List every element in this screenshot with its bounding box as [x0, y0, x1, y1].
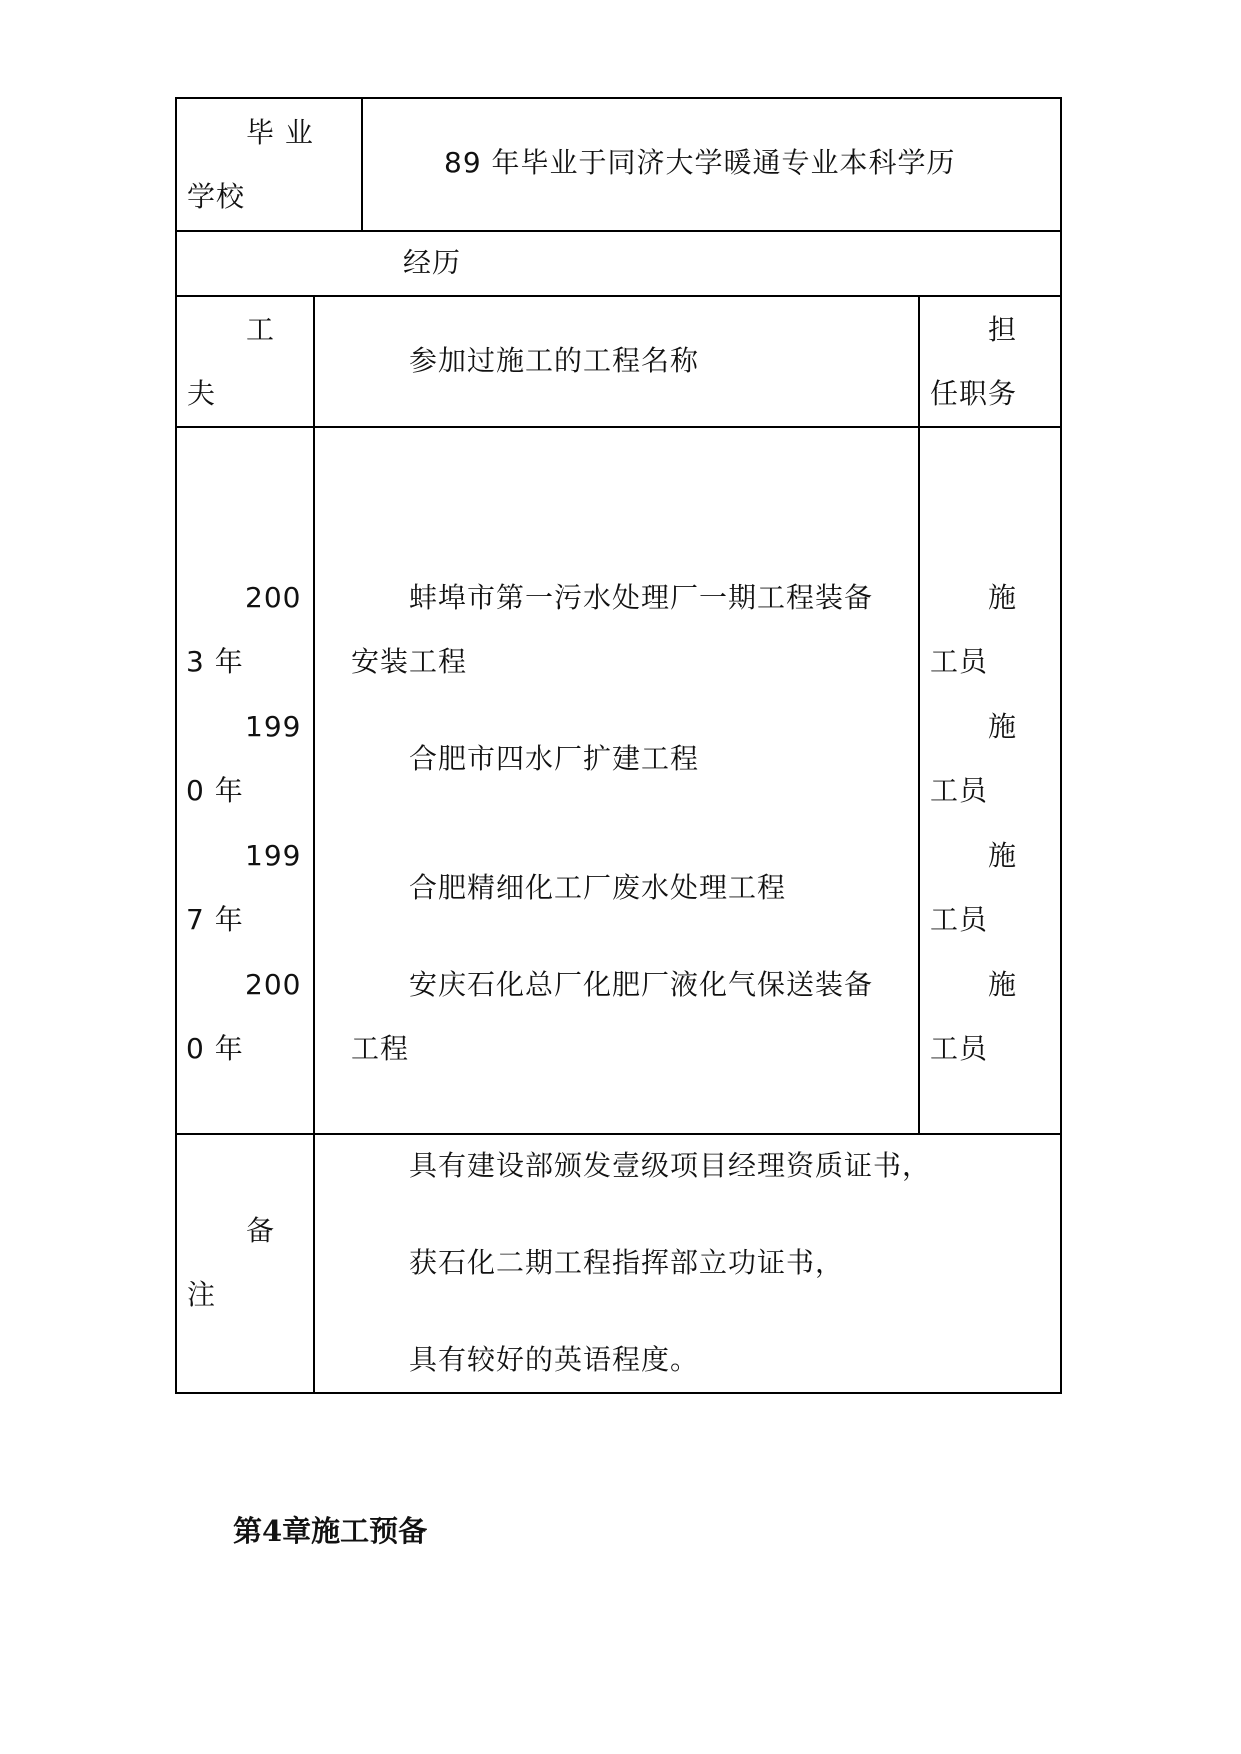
table-rule-experience-bottom [176, 295, 1062, 297]
education-value: 89 年毕业于同济大学暖通专业本科学历 [444, 146, 956, 179]
project-name-line2: 安装工程 [351, 645, 468, 678]
time-column-divider [313, 295, 315, 1394]
education-label-line1: 毕 业 [246, 116, 314, 149]
project-header: 参加过施工的工程名称 [409, 344, 700, 377]
project-name-line1: 合肥精细化工厂废水处理工程 [409, 871, 787, 904]
table-border-left [175, 97, 177, 1394]
table-rule-projects-bottom [176, 1133, 1062, 1135]
remarks-item: 具有较好的英语程度。 [409, 1343, 700, 1376]
chapter-heading: 第4章施工预备 [233, 1514, 428, 1548]
time-header-line2: 夫 [187, 377, 217, 410]
project-role-line2: 工员 [930, 645, 989, 678]
project-year-line1: 199 [245, 710, 302, 743]
project-role-line2: 工员 [930, 1032, 989, 1065]
remarks-item: 具有建设部颁发壹级项目经理资质证书， [409, 1149, 932, 1182]
table-border-right [1060, 97, 1062, 1394]
project-role-line2: 工员 [930, 774, 989, 807]
project-year-line1: 200 [245, 581, 302, 614]
project-role-line1: 施 [988, 581, 1018, 614]
role-header-line2: 任职务 [930, 377, 1018, 410]
project-role-line1: 施 [988, 968, 1018, 1001]
time-header-line1: 工 [246, 313, 276, 346]
education-label-line2: 学校 [187, 180, 246, 213]
remarks-label-line2: 注 [187, 1278, 217, 1311]
project-role-line2: 工员 [930, 903, 989, 936]
role-header-line1: 担 [988, 313, 1018, 346]
role-column-divider [918, 295, 920, 1135]
table-rule-header-bottom [176, 426, 1062, 428]
project-name-line1: 安庆石化总厂化肥厂液化气保送装备 [409, 968, 874, 1001]
project-name-line2: 工程 [351, 1032, 410, 1065]
project-role-line1: 施 [988, 710, 1018, 743]
project-name-line1: 蚌埠市第一污水处理厂一期工程装备 [409, 581, 874, 614]
table-border-bottom [176, 1392, 1062, 1394]
project-role-line1: 施 [988, 839, 1018, 872]
education-divider [361, 97, 363, 232]
project-name-line1: 合肥市四水厂扩建工程 [409, 742, 700, 775]
remarks-item: 获石化二期工程指挥部立功证书， [409, 1246, 845, 1279]
experience-header: 经历 [403, 246, 462, 279]
project-year-line1: 200 [245, 968, 302, 1001]
project-year-line2: 0 年 [186, 774, 244, 807]
project-year-line2: 0 年 [186, 1032, 244, 1065]
table-border-top [176, 97, 1062, 99]
project-year-line1: 199 [245, 839, 302, 872]
table-rule-education-bottom [176, 230, 1062, 232]
remarks-label-line1: 备 [246, 1214, 276, 1247]
project-year-line2: 7 年 [186, 903, 244, 936]
project-year-line2: 3 年 [186, 645, 244, 678]
